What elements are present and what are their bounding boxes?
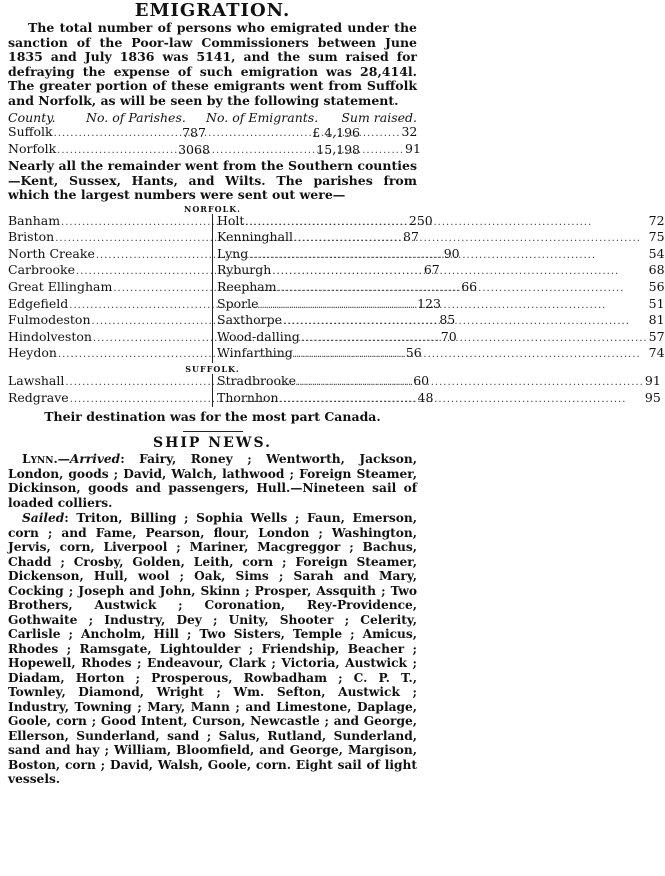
parish-count: 66 bbox=[461, 279, 478, 295]
parish-count: 56 bbox=[648, 279, 665, 295]
parish-entry bbox=[217, 214, 665, 231]
parish-name: Edgefield bbox=[8, 295, 69, 311]
norfolk-parishes bbox=[8, 212, 665, 363]
leader-dots bbox=[297, 373, 644, 391]
county-table-header bbox=[8, 110, 417, 125]
parish-count: 60 bbox=[413, 373, 430, 389]
parish-name: Wood-dalling bbox=[217, 328, 300, 344]
parish-name: Great Ellingham bbox=[8, 279, 113, 295]
parish-name: Lawshall bbox=[8, 373, 65, 389]
parish-count: 95 bbox=[644, 389, 661, 405]
parish-entry bbox=[217, 313, 665, 330]
norfolk-right-column bbox=[213, 214, 665, 363]
port-name: Lynn. bbox=[22, 452, 58, 467]
county-sum: 15,198 bbox=[316, 141, 360, 157]
ship-news-title: SHIP NEWS. bbox=[153, 435, 272, 452]
parish-count: 70 bbox=[440, 328, 457, 344]
parish-count: 68 bbox=[648, 262, 665, 278]
ship-news-arrived: Lynn.—Arrived: Fairy, Roney ; Wentworth, Jackson, London, goods ; David, Walch, lathwood ; Foreign Steamer, Dickinson, goods and passengers, Hull.—Nineteen sail of loaded colliers. bbox=[8, 452, 417, 510]
parish-entry bbox=[217, 280, 665, 297]
parish-count: 250 bbox=[408, 212, 433, 228]
parish-count: 72 bbox=[648, 212, 665, 228]
leader-dots bbox=[283, 312, 648, 330]
suffolk-heading: SUFFOLK. bbox=[185, 364, 240, 375]
parish-count: 74 bbox=[648, 345, 665, 361]
parish-count: 67 bbox=[423, 262, 440, 278]
parish-name: Holt bbox=[217, 212, 245, 228]
parish-count: 91 bbox=[644, 373, 661, 389]
leader-dots bbox=[294, 345, 648, 363]
parish-name: Briston bbox=[8, 229, 55, 245]
parish-entry bbox=[217, 263, 665, 280]
leader-dots bbox=[294, 229, 648, 247]
parish-name: Stradbrooke bbox=[217, 373, 297, 389]
parish-name: Banham bbox=[8, 212, 61, 228]
leader-dots bbox=[301, 328, 648, 347]
parish-name: Heydon bbox=[8, 345, 57, 361]
county-row bbox=[8, 140, 421, 159]
parish-entry bbox=[217, 330, 665, 347]
parish-count: 87 bbox=[403, 229, 419, 245]
county-sum: £ 4,196 bbox=[312, 125, 360, 140]
parish-count: 57 bbox=[648, 328, 665, 344]
parish-count: 75 bbox=[648, 229, 665, 245]
header-county: County. bbox=[8, 110, 56, 125]
arrived-text: : Fairy, Roney ; Wentworth, Jackson, London, goods ; David, Walch, lathwood ; Foreign Steamer, Dickinson, goods and passengers, Hull.—Nineteen sail of loaded colliers. bbox=[8, 452, 417, 510]
southern-counties-text: Nearly all the remainder went from the Southern counties—Kent, Sussex, Hants, and Wilts. The parishes from which the largest numbers were sent out were— bbox=[8, 158, 417, 203]
parish-count: 48 bbox=[417, 389, 434, 405]
leader-dots bbox=[272, 262, 647, 280]
county-emigrants: 787 bbox=[182, 125, 206, 140]
leader-dots bbox=[245, 212, 647, 231]
parish-entry bbox=[217, 346, 665, 363]
parish-name: Ryburgh bbox=[217, 262, 272, 278]
destination-text: Their destination was for the most part Canada. bbox=[44, 409, 381, 425]
parish-count: 51 bbox=[648, 295, 665, 311]
parish-count: 81 bbox=[648, 312, 665, 328]
parish-name: Reepham bbox=[217, 279, 277, 295]
leader-dots bbox=[259, 295, 647, 314]
county-row bbox=[8, 125, 417, 142]
newspaper-column bbox=[8, 0, 665, 787]
sailed-label: Sailed bbox=[22, 511, 65, 526]
parish-name: North Creake bbox=[8, 245, 95, 261]
emigration-intro: The total number of persons who emigrated under the sanction of the Poor-law Commissioners between June 1835 and July 1836 was 5141, and the sum raised for defraying the expense of such emigration was 28,414l. The greater portion of these emigrants went from Suffolk and Norfolk, as will be seen by the following statement. bbox=[8, 20, 417, 108]
parish-count: 56 bbox=[405, 345, 422, 361]
norfolk-heading: NORFOLK. bbox=[184, 203, 241, 214]
parish-name: Hindolveston bbox=[8, 328, 92, 344]
suffolk-parishes bbox=[8, 373, 661, 407]
section-divider bbox=[183, 431, 243, 432]
parish-entry bbox=[217, 247, 665, 264]
parish-count: 85 bbox=[439, 312, 456, 328]
arrived-label: Arrived bbox=[69, 452, 121, 467]
parish-count: 90 bbox=[443, 245, 460, 261]
parish-count: 54 bbox=[648, 245, 665, 261]
county-parishes: 91 bbox=[405, 140, 421, 156]
parish-name: Sporle bbox=[217, 295, 259, 311]
county-parishes: 32 bbox=[401, 124, 418, 139]
header-parishes: No. of Parishes. bbox=[86, 110, 186, 125]
parish-entry bbox=[217, 297, 665, 314]
parish-name: Fulmodeston bbox=[8, 312, 91, 328]
header-sum: Sum raised. bbox=[341, 110, 417, 125]
parish-name: Lyng bbox=[217, 245, 249, 261]
leader-dots bbox=[249, 245, 647, 264]
parish-entry bbox=[217, 230, 665, 247]
leader-dots bbox=[280, 389, 644, 408]
ship-news-sailed bbox=[8, 511, 417, 787]
parish-name: Thornhon bbox=[217, 389, 279, 405]
parish-name: Winfarthing bbox=[217, 345, 293, 361]
suffolk-right-column bbox=[213, 374, 661, 407]
leader-dots bbox=[278, 279, 648, 297]
county-emigrants: 3068 bbox=[178, 141, 210, 157]
parish-name: Kenninghall bbox=[217, 229, 294, 245]
parish-entry bbox=[217, 391, 661, 408]
parish-name: Saxthorpe bbox=[217, 312, 283, 328]
emigration-title: EMIGRATION. bbox=[134, 0, 291, 21]
county-name: Norfolk bbox=[8, 140, 57, 156]
parish-name: Carbrooke bbox=[8, 262, 75, 278]
parish-count: 123 bbox=[417, 295, 441, 311]
parish-name: Redgrave bbox=[8, 389, 69, 405]
sailed-text: : Triton, Billing ; Sophia Wells ; Faun, Emerson, corn ; and Fame, Pearson, flour, London ; Washington, Jervis, corn, Liverpool ; Mariner, Macgreggor ; Bachus, Chadd ; Crosby, Golden, Leith, corn ; Foreign Steamer, Dickenson, Hull, wool ; Oak, Sims ; Sarah and Mary, Cocking ; Joseph and John, Skinn ; Prosper, Assquith ; Two Brothers, Austwick ; Coronation, Rey-Providence, Gothwaite ; Industry, Dey ; Unity, Shooter ; Celerity, Carlisle ; Ancholm, Hill ; Two Sisters, Temple ; Amicus, Rhodes ; Ramsgate, Lightoulder ; Friendship, Beacher ; Hopewell, Rhodes ; Endeavour, Clark ; Victoria, Austwick ; Diadam, Horton ; Prosperous, Rowbadham ; C. P. T., Townley, Diamond, Wright ; Wm. Sefton, Austwick ; Industry, Towning ; Mary, Mann ; and Limestone, Daplage, Goole, corn ; Good Intent, Curson, Newcastle ; and George, Ellerson, Sunderland, sand ; Salus, Rutland, Sunderland, sand and hay ; William, Bloomfield, and George, Margison, Boston, corn ; David, Walsh, Goole, corn. Eight sail of light vessels. bbox=[8, 511, 417, 787]
header-emigrants: No. of Emigrants. bbox=[206, 110, 319, 125]
parish-entry bbox=[217, 374, 661, 391]
county-name: Suffolk bbox=[8, 124, 53, 139]
